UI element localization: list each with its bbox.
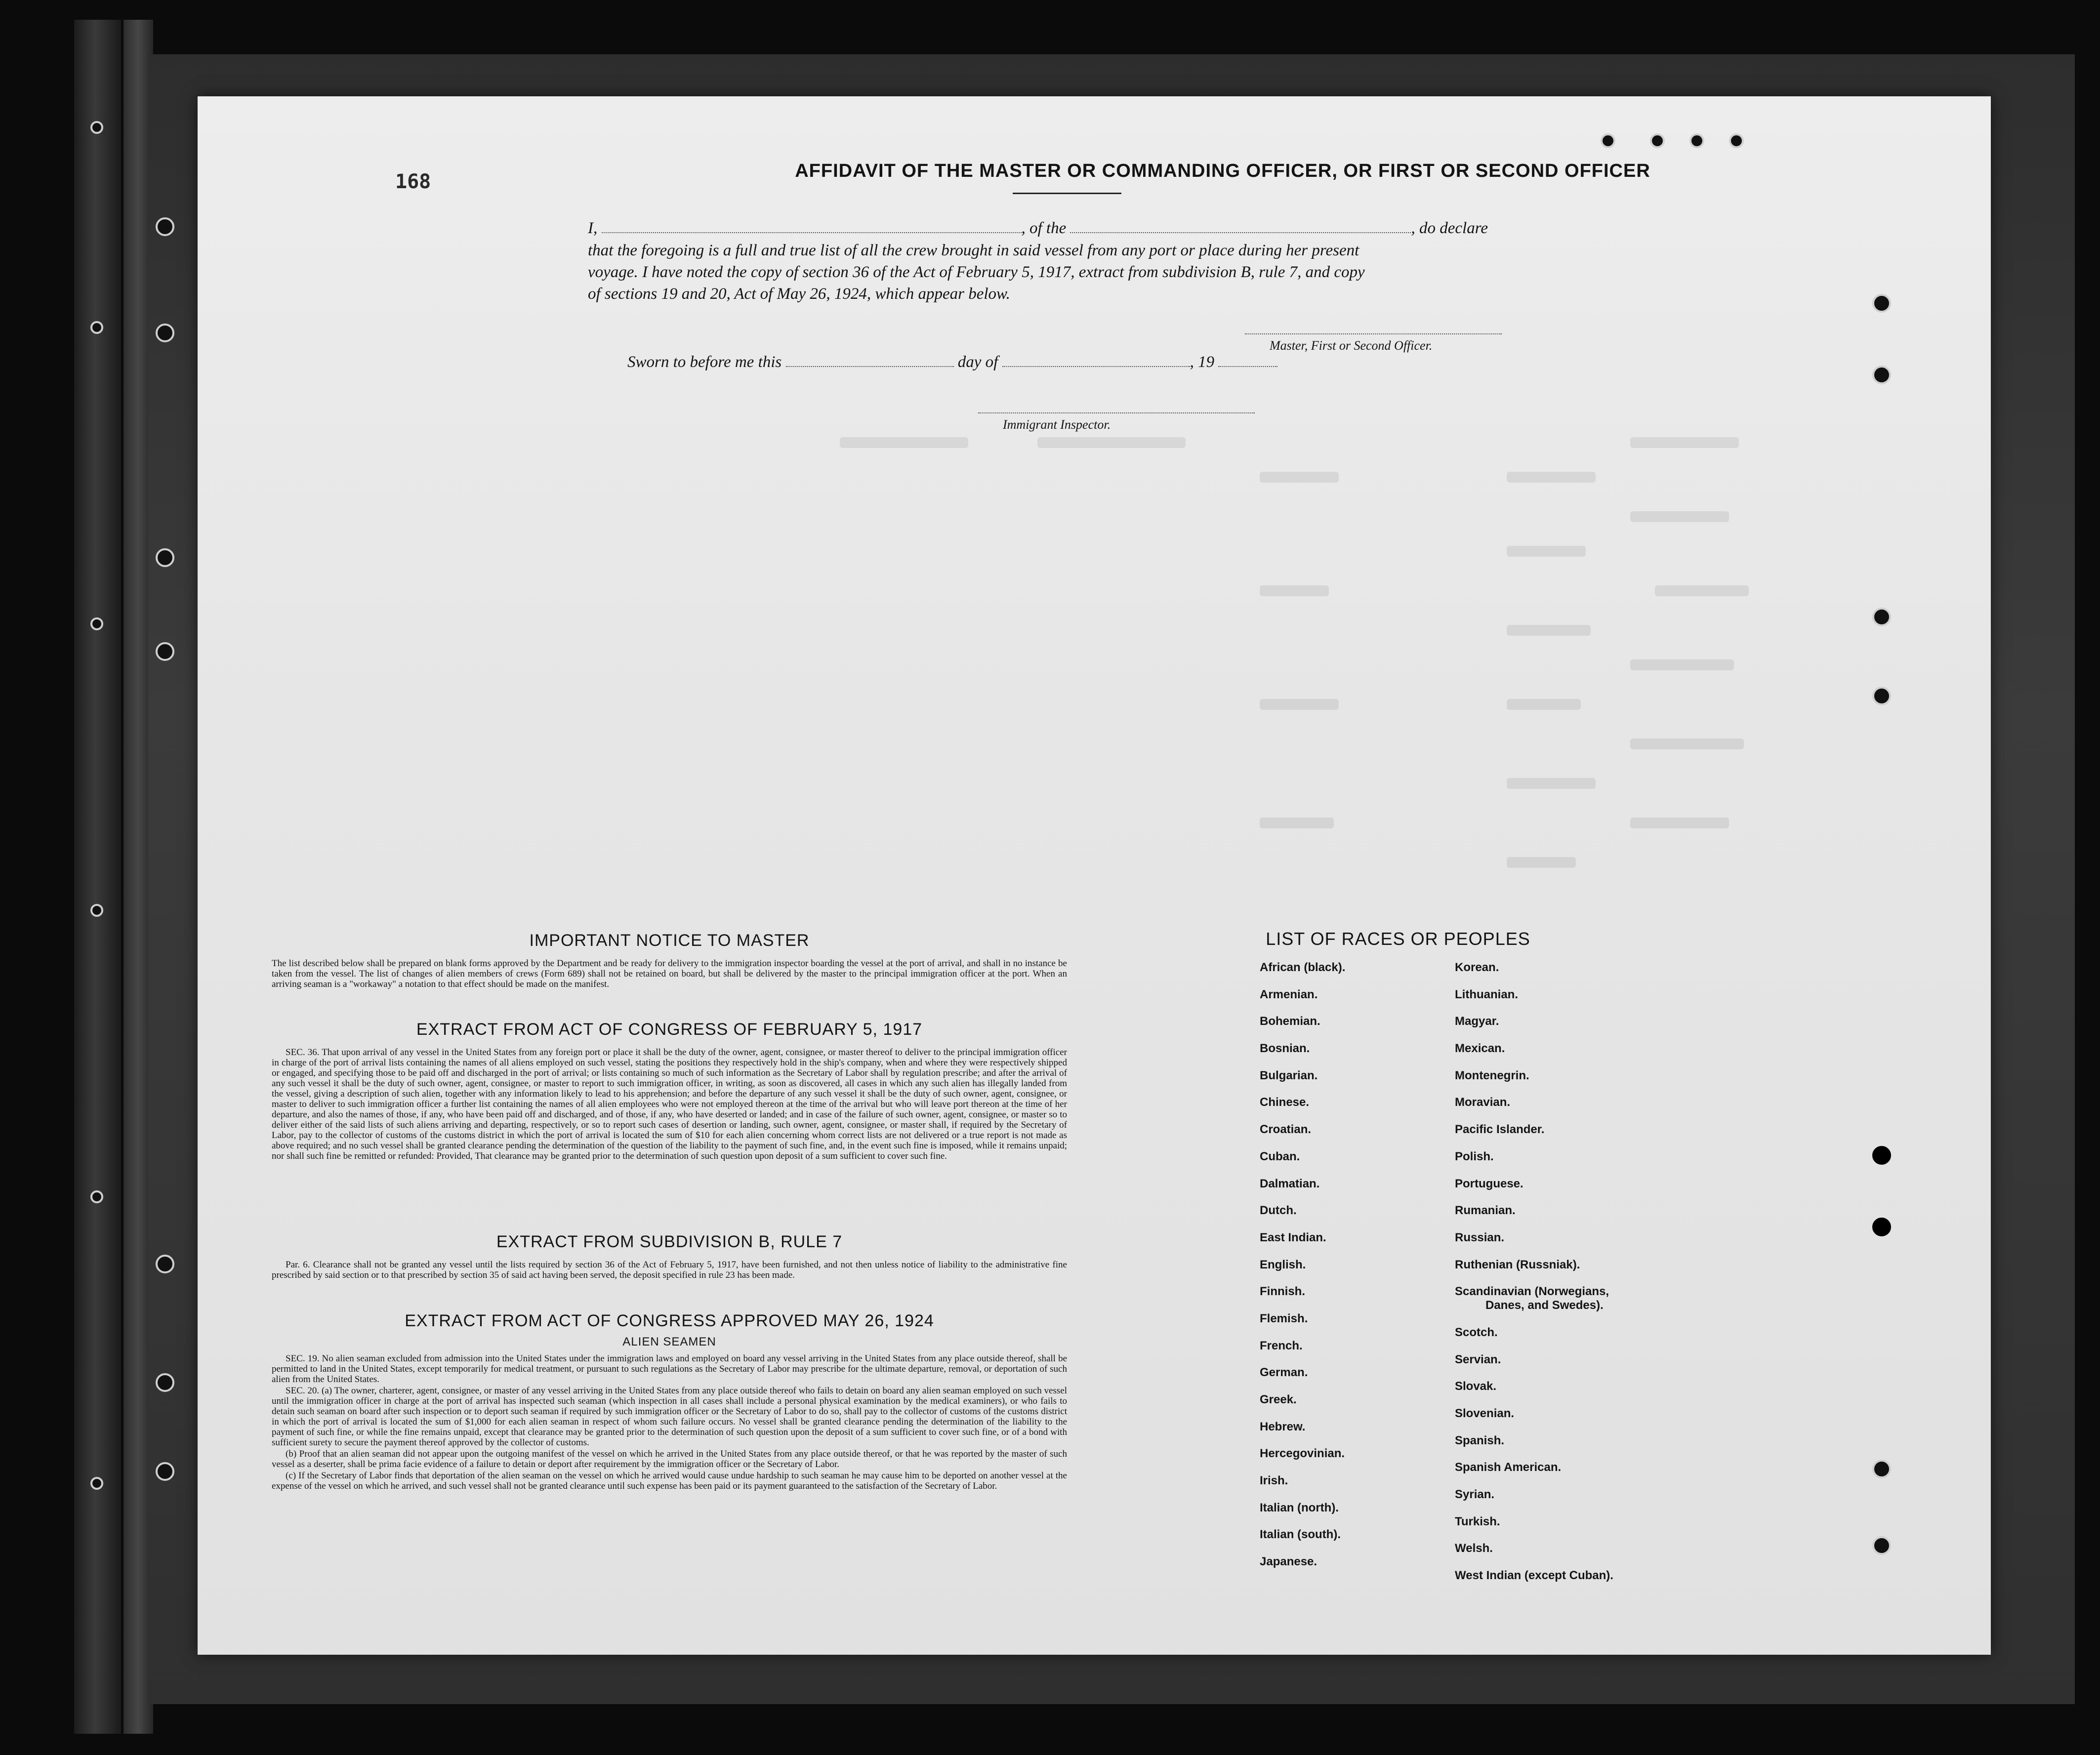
race-item: Mexican. [1455,1042,1505,1056]
race-item: Flemish. [1260,1311,1308,1325]
extract-1917-body [272,1047,1067,1162]
punch-hole [1872,294,1891,313]
bleed-through [1630,817,1729,828]
race-item: Bohemian. [1260,1015,1320,1028]
races-title: LIST OF RACES OR PEOPLES [1266,929,1530,949]
title-rule [1013,193,1121,194]
race-item: Polish. [1455,1149,1494,1163]
punch-hole [156,548,174,567]
race-item: Bosnian. [1260,1042,1310,1056]
extract-1924-title: EXTRACT FROM ACT OF CONGRESS APPROVED MAY 26, 1924 [405,1311,934,1330]
race-item: Portuguese. [1455,1177,1524,1190]
bleed-through [1655,585,1749,596]
sworn-day-label: day of [957,353,998,371]
race-item: Lithuanian. [1455,987,1518,1001]
punch-hole [1872,366,1891,384]
sworn-line [627,353,1665,371]
race-item: Korean. [1455,961,1499,974]
bleed-through [1630,738,1744,749]
race-item: Ruthenian (Russniak). [1455,1258,1580,1271]
margin-number: 168 [395,170,431,193]
master-caption: Master, First or Second Officer. [1270,338,1433,353]
race-item: Syrian. [1455,1488,1495,1502]
notice-body [272,958,1067,990]
bleed-through [1260,817,1334,828]
race-item: Hebrew. [1260,1420,1306,1433]
bleed-through [840,437,968,448]
rule-7-paragraph: Par. 6. Clearance shall not be granted any vessel until the lists required by section 36 of the Act of February 5, 1917, have been furnished, and not then unless notice of liability to the administrative fine prescribed by said section or to that prescribed by section 35 of said act having been served, the deposit specified in rule 23 has been made. [272,1260,1067,1280]
race-item: Dalmatian. [1260,1177,1320,1190]
affidavit-title: AFFIDAVIT OF THE MASTER OR COMMANDING OFFICER, OR FIRST OR SECOND OFFICER [795,161,1650,181]
rule-7-body [272,1260,1067,1281]
spine-hole [90,121,103,134]
race-item: Moravian. [1455,1096,1511,1109]
bleed-through [1630,659,1734,670]
races-column-2 [1455,961,1613,1596]
affidavit-line-4: of sections 19 and 20, Act of May 26, 1924, which appear below. [588,285,1010,303]
spine-hole [90,617,103,630]
section-36-paragraph: SEC. 36. That upon arrival of any vessel in the United States from any foreign port or place it shall be the duty of the owner, agent, consignee, or master thereof to deliver to the principal immigration officer in charge of the port of arrival lists containing the names of all aliens employed on such vessel, stating the positions they respectively hold in the ship's company, when and where they were respectively shipped or engaged, and specifying those to be paid off and discharged in the port of arrival; or lists containing so much of such information as the Secretary of Labor shall by regulation prescribe; and after the arrival of any such vessel it shall be the duty of such owner, agent, consignee, or master to report to such immigration officer, in writing, as soon as discovered, all cases in which any such alien has illegally landed from the vessel, giving a description of such alien, together with any information likely to lead to his apprehension; and before the departure of any such vessel it shall be the duty of such owner, agent, consignee, or master to deliver to such immigration officer a further list containing the names of all alien employees who were not employed thereon at the time of the arrival but who will leave port thereon at the time of her departure, and also the names of those, if any, who have been paid off and discharged, and of those, if any, who have deserted or landed; and in case of the failure of such owner, agent, consignee, or master so to deliver either of the said lists of such aliens arriving and departing, respectively, or so to report such cases of desertion or landing, such owner, agent, consignee, or master shall, if required by the Secretary of Labor, pay to the collector of customs of the customs district in which the port of arrival is located the sum of $10 for each alien concerning whom correct lists are not delivered or a true report is not made as above required; and no such vessel shall be granted clearance pending the determination of the question of the liability to the payment of such fine, and, in the event such fine is imposed, while it remains unpaid; nor shall such fine be remitted or refunded: Provided, That clearance may be granted prior to the determination of such question upon deposit of a sum sufficient to cover such fine. [272,1047,1067,1161]
spine-hole [90,1190,103,1203]
punch-hole [1872,1536,1891,1555]
extract-1924-body [272,1353,1067,1492]
vessel-blank[interactable] [1070,219,1411,233]
spine-hole [90,1477,103,1490]
punch-hole [1872,608,1891,626]
sworn-year-blank[interactable] [1218,353,1277,367]
inspector-signature-line[interactable] [978,412,1255,413]
sworn-prefix: Sworn to before me this [627,353,782,371]
race-item: German. [1260,1366,1308,1380]
race-item: Greek. [1260,1393,1297,1406]
race-item: Dutch. [1260,1204,1297,1218]
race-item: West Indian (except Cuban). [1455,1569,1613,1583]
race-item: Spanish American. [1455,1461,1562,1474]
race-item: Rumanian. [1455,1204,1516,1218]
race-item: Italian (south). [1260,1528,1341,1542]
bleed-through [1630,511,1729,522]
race-item: Slovak. [1455,1380,1497,1393]
rule-7-title: EXTRACT FROM SUBDIVISION B, RULE 7 [496,1232,843,1251]
race-item: Finnish. [1260,1285,1305,1299]
bleed-through [1507,778,1596,789]
race-item: Armenian. [1260,987,1318,1001]
race-item: Montenegrin. [1455,1068,1529,1082]
extract-1917-title: EXTRACT FROM ACT OF CONGRESS OF FEBRUARY 5, 1917 [416,1020,923,1039]
punch-hole [1729,133,1744,148]
race-item: English. [1260,1258,1306,1271]
races-column-1 [1260,961,1345,1582]
punch-hole [156,324,174,342]
race-item: Danes, and Swedes). [1485,1299,1604,1312]
race-item: African (black). [1260,961,1346,974]
race-item: Russian. [1455,1230,1505,1244]
race-item: East Indian. [1260,1230,1326,1244]
sworn-year-label: , 19 [1190,353,1215,371]
section-19-paragraph: SEC. 19. No alien seaman excluded from admission into the United States under the immigration laws and employed on board any vessel arriving in the United States from any place outside thereof, shall be permitted to land in the United States, except temporarily for medical treatment, or pursuant to such regulations as the Secretary of Labor may prescribe for the ultimate departure, removal, or deportation of such alien from the United States. [272,1353,1067,1385]
master-signature-line[interactable] [1245,333,1502,334]
race-item: Irish. [1260,1474,1288,1488]
affidavit-line-1 [588,217,1744,239]
bleed-through [1507,699,1581,710]
race-item: Servian. [1455,1352,1501,1366]
bleed-through [1507,472,1596,483]
affidavit-line-3: voyage. I have noted the copy of section 36 of the Act of February 5, 1917, extract from subdivision B, rule 7, and copy [588,263,1365,281]
alien-seamen-subtitle: ALIEN SEAMEN [622,1335,716,1348]
affidavit-do-declare: , do declare [1411,219,1488,237]
bleed-through [1507,546,1586,557]
notice-paragraph: The list described below shall be prepared on blank forms approved by the Department and be ready for delivery to the immigration inspector boarding the vessel at the port of arrival, and shall in no instance be taken from the vessel. The list of changes of alien members of crews (Form 689) shall not be retained on board, but shall be delivered by the master to the principal immigration officer at the port. When an arriving seaman is a "workaway" a notation to that effect should be made on the manifest. [272,958,1067,989]
race-item: French. [1260,1339,1303,1352]
affidavit-line-2: that the foregoing is a full and true list of all the crew brought in said vessel from any port or place during her present [588,242,1359,259]
punch-hole [156,642,174,661]
bleed-through [1507,625,1591,636]
affidavit-i: I, [588,219,598,237]
punch-hole [1872,1460,1891,1478]
punch-hole [156,1255,174,1273]
section-20b-paragraph: (b) Proof that an alien seaman did not appear upon the outgoing manifest of the vessel on which he arrived in the United States from any place outside thereof, or that he was reported by the master of such vessel as a deserter, shall be prima facie evidence of a failure to detain or deport after requirement by the immigration officer or the Secretary of Labor. [272,1449,1067,1469]
sworn-month-blank[interactable] [1002,353,1190,367]
bleed-through [1260,585,1329,596]
race-item: Scotch. [1455,1325,1498,1339]
race-item: Japanese. [1260,1555,1318,1569]
punch-hole [1872,687,1891,705]
punch-hole [1872,1218,1891,1236]
bleed-through [1037,437,1186,448]
race-item: Cuban. [1260,1149,1300,1163]
race-item: Bulgarian. [1260,1068,1318,1082]
race-item: Chinese. [1260,1096,1310,1109]
section-20c-paragraph: (c) If the Secretary of Labor finds that deportation of the alien seaman on the vessel on which he arrived would cause undue hardship to such seaman he may cause him to be deported on another vessel at the expense of the vessel on which he arrived, and such vessel shall not be granted clearance until such expense has been paid or its payment guaranteed to the satisfaction of the Secretary of Labor. [272,1470,1067,1491]
punch-hole [1601,133,1615,148]
bleed-through [1507,857,1576,868]
race-item: Scandinavian (Norwegians, [1455,1285,1609,1299]
punch-hole [1650,133,1665,148]
document-page [198,96,1991,1655]
race-item: Welsh. [1455,1542,1493,1555]
section-20a-paragraph: SEC. 20. (a) The owner, charterer, agent, consignee, or master of any vessel arriving in the United States from any place outside thereof who fails to detain on board any alien seaman employed on such vessel until the immigration officer in charge at the port of arrival has inspected such seaman (which inspection in all cases shall include a personal physical examination by the medical examiners), or who fails to detain such seaman on board after such inspection or to deport such seaman if required by such immigration officer or the Secretary of Labor to do so, shall pay to the collector of customs of the customs district in which the port of arrival is located the sum of $1,000 for each alien seaman in respect of whom such failure occurs. No vessel shall be granted clearance pending the determination of the liability to the payment of such fine, or while the fine remains unpaid, except that clearance may be granted prior to the determination of such question upon the deposit of a sum sufficient to cover such fine, or of a bond with sufficient surety to secure the payment thereof approved by the collector of customs. [272,1386,1067,1448]
race-item: Hercegovinian. [1260,1447,1345,1461]
spine-hole [90,904,103,917]
punch-hole [1689,133,1704,148]
bleed-through [1260,699,1339,710]
punch-hole [156,1373,174,1392]
name-blank[interactable] [602,219,1022,233]
inspector-caption: Immigrant Inspector. [1003,417,1111,432]
punch-hole [156,217,174,236]
race-item: Croatian. [1260,1123,1312,1137]
punch-hole [1872,1146,1891,1165]
spine-hole [90,321,103,334]
race-item: Magyar. [1455,1015,1499,1028]
race-item: Slovenian. [1455,1407,1515,1420]
affidavit-of-the: , of the [1021,219,1067,237]
race-item: Turkish. [1455,1514,1500,1528]
race-item: Italian (north). [1260,1501,1339,1514]
race-item: Spanish. [1455,1433,1505,1447]
punch-hole [156,1462,174,1481]
bleed-through [1260,472,1339,483]
sworn-day-blank[interactable] [786,353,954,367]
race-item: Pacific Islander. [1455,1123,1545,1137]
bleed-through [1630,437,1739,448]
notice-title: IMPORTANT NOTICE TO MASTER [529,931,810,950]
